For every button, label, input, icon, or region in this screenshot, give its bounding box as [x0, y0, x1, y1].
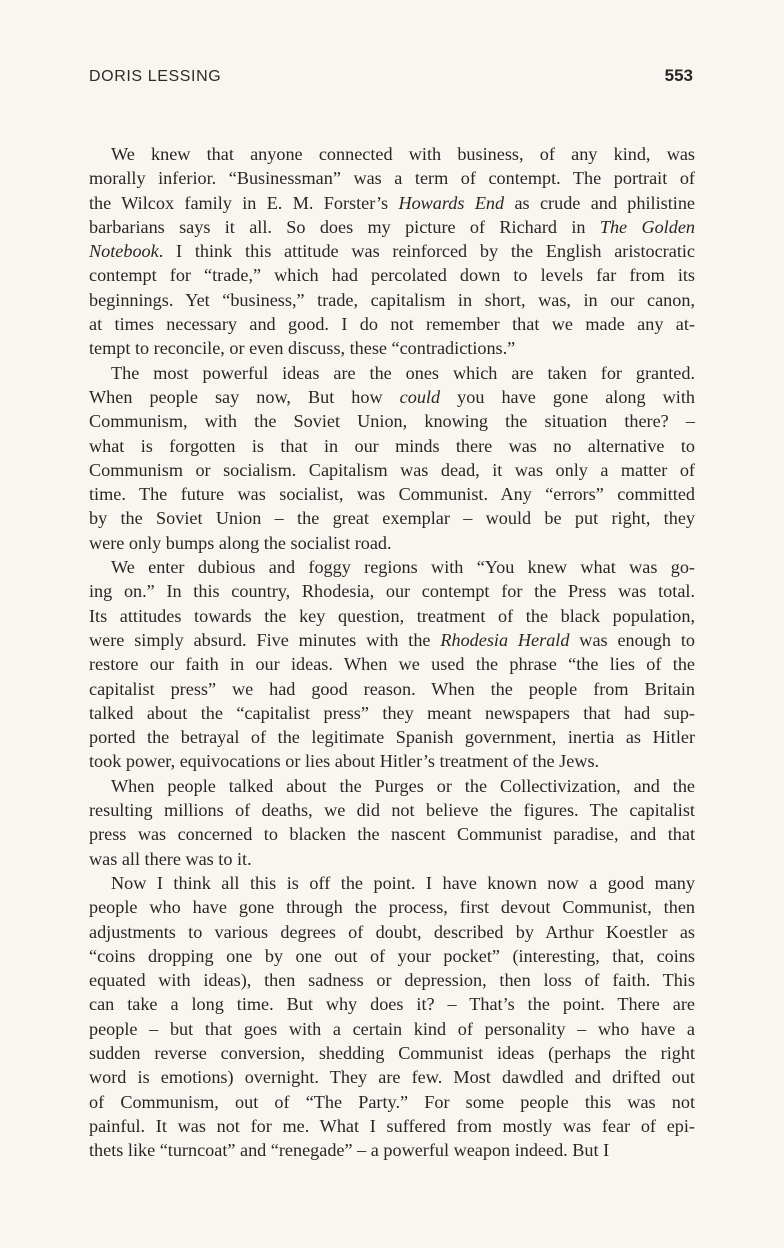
text-run: When people talked about the Purges or the Collectivization, and the: [111, 775, 695, 796]
text-run: equated with ideas), then sadness or depression, then loss of faith. This: [89, 970, 695, 991]
text-line: [89, 336, 695, 360]
text-line: [89, 1065, 695, 1089]
text-run: by the Soviet Union – the great exemplar – would be put right, they: [89, 508, 695, 529]
text-run: as crude and philistine: [504, 192, 696, 213]
text-run: Now I think all this is off the point. I have known now a good many: [111, 872, 695, 893]
text-run: ing on.” In this country, Rhodesia, our contempt for the Press was total.: [89, 581, 695, 602]
text-line: [89, 263, 695, 287]
text-line: [89, 555, 695, 579]
paragraph: [89, 555, 695, 774]
text-run: “coins dropping one by one out of your pocket” (interesting, that, coins: [89, 945, 695, 966]
text-line: [89, 1017, 695, 1041]
text-run: Communism, with the Soviet Union, knowing the situation there? –: [89, 411, 695, 432]
text-run: talked about the “capitalist press” they meant newspapers that had sup-: [89, 702, 695, 723]
paragraph: [89, 361, 695, 555]
text-line: [89, 604, 695, 628]
text-line: [89, 725, 695, 749]
text-line: [89, 1090, 695, 1114]
text-run: contempt for “trade,” which had percolated down to levels far from its: [89, 265, 695, 286]
text-run: was enough to: [569, 629, 695, 650]
text-run: word is emotions) overnight. They are few. Most dawdled and drifted out: [89, 1067, 695, 1088]
text-run: tempt to reconcile, or even discuss, these “contradictions.”: [89, 338, 516, 359]
text-run: The most powerful ideas are the ones which are taken for granted.: [111, 362, 695, 383]
text-run: you have gone along with: [440, 386, 695, 407]
paragraph: [89, 774, 695, 871]
body-text: [89, 142, 695, 1162]
text-line: [89, 774, 695, 798]
text-run: resulting millions of deaths, we did not believe the figures. The capitalist: [89, 800, 695, 821]
italic-title: Rhodesia Herald: [440, 629, 570, 650]
italic-title: could: [399, 386, 441, 407]
text-line: [89, 458, 695, 482]
text-run: barbarians says it all. So does my picture of Richard in: [89, 216, 600, 237]
running-head: [89, 66, 693, 96]
text-line: [89, 895, 695, 919]
text-line: [89, 1041, 695, 1065]
text-run: were simply absurd. Five minutes with the: [89, 629, 441, 650]
text-line: [89, 361, 695, 385]
text-run: . I think this attitude was reinforced by the English aristocratic: [158, 241, 695, 262]
text-line: [89, 239, 695, 263]
text-run: ported the betrayal of the legitimate Spanish government, inertia as Hitler: [89, 727, 695, 748]
text-run: When people say now, But how: [89, 386, 400, 407]
text-line: [89, 531, 695, 555]
text-line: [89, 482, 695, 506]
text-line: [89, 409, 695, 433]
text-run: painful. It was not for me. What I suffered from mostly was fear of epi-: [89, 1115, 695, 1136]
text-run: restore our faith in our ideas. When we used the phrase “the lies of the: [89, 654, 695, 675]
text-run: press was concerned to blacken the nascent Communist paradise, and that: [89, 824, 695, 845]
text-line: [89, 191, 695, 215]
running-title: DORIS LESSING: [89, 68, 222, 85]
text-line: [89, 822, 695, 846]
italic-title: The Golden: [599, 216, 695, 237]
text-run: can take a long time. But why does it? – That’s the point. There are: [89, 994, 695, 1015]
text-run: the Wilcox family in E. M. Forster’s: [89, 192, 399, 213]
paragraph: [89, 142, 695, 361]
text-line: [89, 506, 695, 530]
text-line: [89, 579, 695, 603]
text-run: beginnings. Yet “business,” trade, capitalism in short, was, in our canon,: [89, 289, 695, 310]
text-line: [89, 920, 695, 944]
text-line: [89, 871, 695, 895]
text-line: [89, 701, 695, 725]
text-line: [89, 312, 695, 336]
text-run: morally inferior. “Businessman” was a term of contempt. The portrait of: [89, 168, 695, 189]
text-line: [89, 944, 695, 968]
text-line: [89, 1138, 695, 1162]
text-line: [89, 288, 695, 312]
text-run: were only bumps along the socialist road.: [89, 532, 392, 553]
text-run: adjustments to various degrees of doubt, described by Arthur Koestler as: [89, 921, 695, 942]
text-line: [89, 652, 695, 676]
text-line: [89, 215, 695, 239]
text-line: [89, 1114, 695, 1138]
page-number: 553: [664, 66, 693, 85]
text-run: sudden reverse conversion, shedding Communist ideas (perhaps the right: [89, 1042, 695, 1063]
text-line: [89, 142, 695, 166]
text-line: [89, 434, 695, 458]
text-run: We enter dubious and foggy regions with “You knew what was go-: [111, 557, 695, 578]
text-run: of Communism, out of “The Party.” For some people this was not: [89, 1091, 695, 1112]
text-run: people who have gone through the process, first devout Communist, then: [89, 897, 695, 918]
text-run: was all there was to it.: [89, 848, 252, 869]
italic-title: Notebook: [89, 241, 159, 262]
text-run: capitalist press” we had good reason. When the people from Britain: [89, 678, 695, 699]
text-line: [89, 992, 695, 1016]
text-line: [89, 847, 695, 871]
text-run: We knew that anyone connected with business, of any kind, was: [111, 144, 695, 164]
text-run: Communism or socialism. Capitalism was dead, it was only a matter of: [89, 459, 695, 480]
text-run: thets like “turncoat” and “renegade” – a powerful weapon indeed. But I: [89, 1140, 610, 1161]
text-line: [89, 798, 695, 822]
text-run: Its attitudes towards the key question, treatment of the black population,: [89, 605, 695, 626]
text-line: [89, 677, 695, 701]
text-line: [89, 385, 695, 409]
text-line: [89, 749, 695, 773]
paragraph: [89, 871, 695, 1163]
text-run: time. The future was socialist, was Communist. Any “errors” committed: [89, 484, 695, 505]
text-run: people – but that goes with a certain kind of personality – who have a: [89, 1018, 695, 1039]
text-line: [89, 968, 695, 992]
text-line: [89, 166, 695, 190]
text-run: what is forgotten is that in our minds there was no alternative to: [89, 435, 695, 456]
text-line: [89, 628, 695, 652]
italic-title: Howards End: [398, 192, 505, 213]
text-run: at times necessary and good. I do not remember that we made any at-: [89, 314, 695, 335]
text-run: took power, equivocations or lies about Hitler’s treatment of the Jews.: [89, 751, 600, 772]
